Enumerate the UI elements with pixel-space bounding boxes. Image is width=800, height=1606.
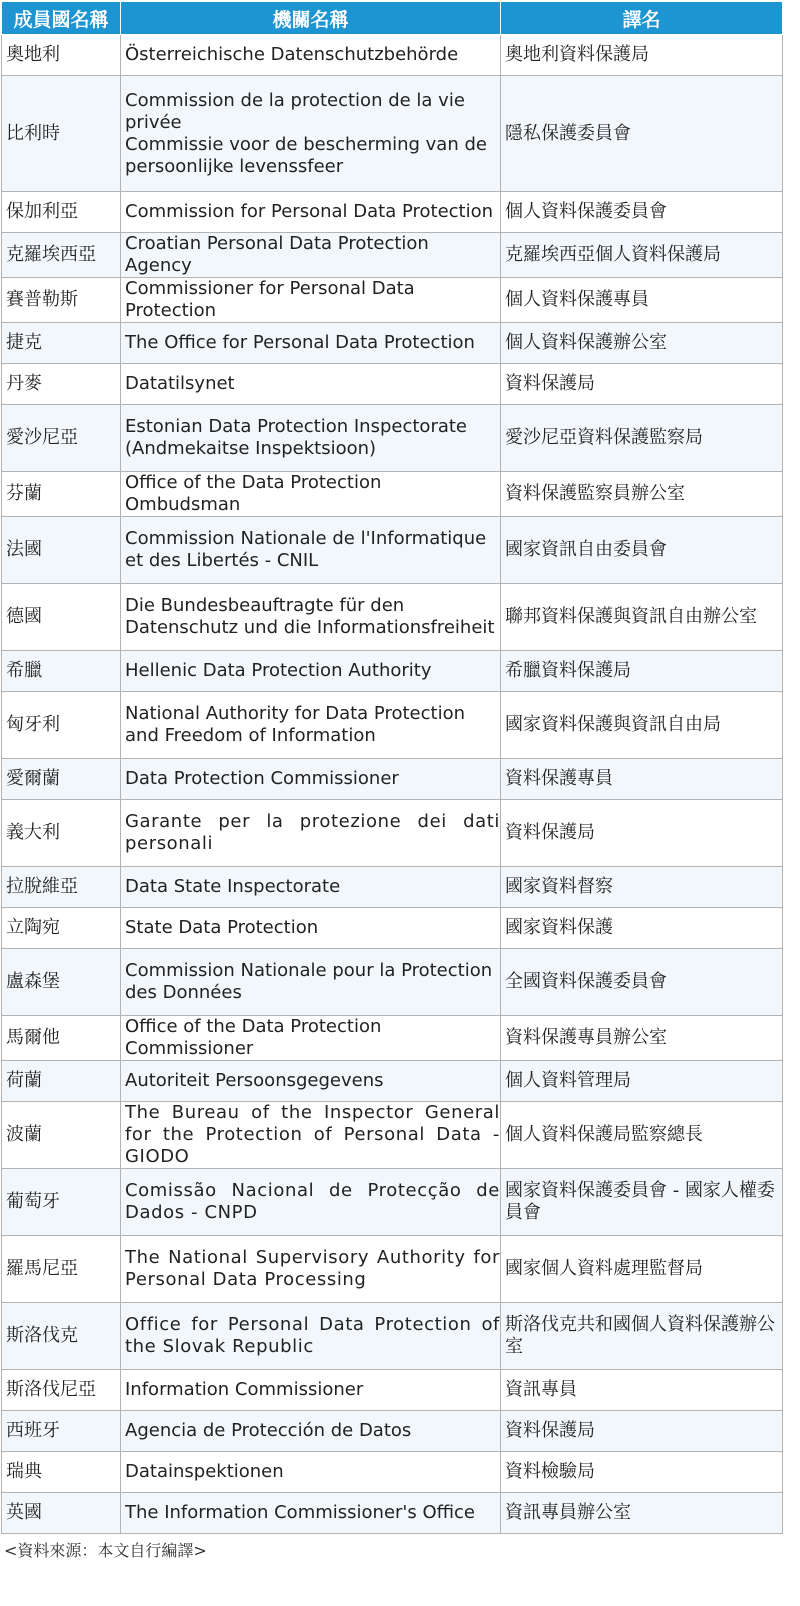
table-header bbox=[2, 2, 783, 35]
table-row bbox=[2, 759, 783, 800]
table-row bbox=[2, 1493, 783, 1534]
translation-cell: 國家資料保護 bbox=[501, 908, 783, 949]
country-cell: 馬爾他 bbox=[2, 1016, 121, 1061]
country-cell: 德國 bbox=[2, 584, 121, 651]
agency-cell: Datatilsynet bbox=[121, 364, 501, 405]
agency-cell: Die Bundesbeauftragte für den Datenschutz und die Informationsfreiheit bbox=[121, 584, 501, 651]
translation-cell: 國家資料保護與資訊自由局 bbox=[501, 692, 783, 759]
country-cell: 克羅埃西亞 bbox=[2, 233, 121, 278]
translation-cell: 資料保護監察員辦公室 bbox=[501, 472, 783, 517]
translation-cell: 資料保護局 bbox=[501, 800, 783, 867]
agency-cell: Data Protection Commissioner bbox=[121, 759, 501, 800]
table-row bbox=[2, 1236, 783, 1303]
agency-cell: Commissioner for Personal Data Protection bbox=[121, 278, 501, 323]
table-row bbox=[2, 76, 783, 192]
agency-cell: Hellenic Data Protection Authority bbox=[121, 651, 501, 692]
table-row bbox=[2, 323, 783, 364]
table-row bbox=[2, 584, 783, 651]
country-cell: 愛爾蘭 bbox=[2, 759, 121, 800]
translation-cell: 資料保護局 bbox=[501, 1411, 783, 1452]
country-cell: 比利時 bbox=[2, 76, 121, 192]
country-cell: 英國 bbox=[2, 1493, 121, 1534]
country-cell: 瑞典 bbox=[2, 1452, 121, 1493]
translation-cell: 國家個人資料處理監督局 bbox=[501, 1236, 783, 1303]
translation-cell: 個人資料保護局監察總長 bbox=[501, 1102, 783, 1169]
table-row bbox=[2, 800, 783, 867]
country-cell: 波蘭 bbox=[2, 1102, 121, 1169]
country-cell: 立陶宛 bbox=[2, 908, 121, 949]
table-row bbox=[2, 35, 783, 76]
agency-cell: The Information Commissioner's Office bbox=[121, 1493, 501, 1534]
agency-cell: Office of the Data Protection Commissioner bbox=[121, 1016, 501, 1061]
header-country: 成員國名稱 bbox=[2, 2, 121, 35]
translation-cell: 國家資料保護委員會 - 國家人權委員會 bbox=[501, 1169, 783, 1236]
table-row bbox=[2, 405, 783, 472]
country-cell: 捷克 bbox=[2, 323, 121, 364]
agency-cell: National Authority for Data Protection and Freedom of Information bbox=[121, 692, 501, 759]
table-row bbox=[2, 472, 783, 517]
country-cell: 羅馬尼亞 bbox=[2, 1236, 121, 1303]
table-row bbox=[2, 1303, 783, 1370]
translation-cell: 斯洛伐克共和國個人資料保護辦公室 bbox=[501, 1303, 783, 1370]
table-row bbox=[2, 278, 783, 323]
header-row bbox=[2, 2, 783, 35]
translation-cell: 資料檢驗局 bbox=[501, 1452, 783, 1493]
data-protection-authorities-table bbox=[1, 1, 783, 1534]
country-cell: 斯洛伐克 bbox=[2, 1303, 121, 1370]
table-row bbox=[2, 192, 783, 233]
country-cell: 保加利亞 bbox=[2, 192, 121, 233]
translation-cell: 克羅埃西亞個人資料保護局 bbox=[501, 233, 783, 278]
country-cell: 葡萄牙 bbox=[2, 1169, 121, 1236]
country-cell: 芬蘭 bbox=[2, 472, 121, 517]
agency-cell: Datainspektionen bbox=[121, 1452, 501, 1493]
agency-cell: Commission de la protection de la vie privée Commissie voor de bescherming van de persoonlijke levenssfeer bbox=[121, 76, 501, 192]
agency-cell: The National Supervisory Authority for Personal Data Processing bbox=[121, 1236, 501, 1303]
table-row bbox=[2, 517, 783, 584]
table-row bbox=[2, 867, 783, 908]
agency-cell: Autoriteit Persoonsgegevens bbox=[121, 1061, 501, 1102]
agency-cell: Österreichische Datenschutzbehörde bbox=[121, 35, 501, 76]
translation-cell: 個人資料保護委員會 bbox=[501, 192, 783, 233]
translation-cell: 隱私保護委員會 bbox=[501, 76, 783, 192]
translation-cell: 個人資料保護辦公室 bbox=[501, 323, 783, 364]
country-cell: 賽普勒斯 bbox=[2, 278, 121, 323]
table-row bbox=[2, 651, 783, 692]
translation-cell: 資料保護專員辦公室 bbox=[501, 1016, 783, 1061]
country-cell: 斯洛伐尼亞 bbox=[2, 1370, 121, 1411]
agency-cell: Commission Nationale de l'Informatique et des Libertés - CNIL bbox=[121, 517, 501, 584]
country-cell: 匈牙利 bbox=[2, 692, 121, 759]
source-note: <資料來源：本文自行編譯> bbox=[4, 1541, 207, 1560]
country-cell: 拉脫維亞 bbox=[2, 867, 121, 908]
country-cell: 法國 bbox=[2, 517, 121, 584]
agency-cell: Croatian Personal Data Protection Agency bbox=[121, 233, 501, 278]
translation-cell: 資訊專員 bbox=[501, 1370, 783, 1411]
translation-cell: 全國資料保護委員會 bbox=[501, 949, 783, 1016]
translation-cell: 個人資料保護專員 bbox=[501, 278, 783, 323]
translation-cell: 個人資料管理局 bbox=[501, 1061, 783, 1102]
translation-cell: 希臘資料保護局 bbox=[501, 651, 783, 692]
table-row bbox=[2, 1169, 783, 1236]
agency-cell: Office for Personal Data Protection of the Slovak Republic bbox=[121, 1303, 501, 1370]
table-row bbox=[2, 1102, 783, 1169]
agency-cell: Commission for Personal Data Protection bbox=[121, 192, 501, 233]
country-cell: 荷蘭 bbox=[2, 1061, 121, 1102]
translation-cell: 聯邦資料保護與資訊自由辦公室 bbox=[501, 584, 783, 651]
table-row bbox=[2, 949, 783, 1016]
header-translation: 譯名 bbox=[501, 2, 783, 35]
table-row bbox=[2, 1370, 783, 1411]
agency-cell: Information Commissioner bbox=[121, 1370, 501, 1411]
table-row bbox=[2, 364, 783, 405]
translation-cell: 國家資料督察 bbox=[501, 867, 783, 908]
country-cell: 西班牙 bbox=[2, 1411, 121, 1452]
agency-cell: State Data Protection bbox=[121, 908, 501, 949]
translation-cell: 奧地利資料保護局 bbox=[501, 35, 783, 76]
table-row bbox=[2, 1411, 783, 1452]
country-cell: 愛沙尼亞 bbox=[2, 405, 121, 472]
country-cell: 希臘 bbox=[2, 651, 121, 692]
agency-cell: Data State Inspectorate bbox=[121, 867, 501, 908]
table-row bbox=[2, 1452, 783, 1493]
country-cell: 盧森堡 bbox=[2, 949, 121, 1016]
page bbox=[0, 1, 800, 1561]
translation-cell: 愛沙尼亞資料保護監察局 bbox=[501, 405, 783, 472]
country-cell: 奧地利 bbox=[2, 35, 121, 76]
header-agency: 機關名稱 bbox=[121, 2, 501, 35]
agency-cell: Office of the Data Protection Ombudsman bbox=[121, 472, 501, 517]
agency-cell: Comissão Nacional de Protecção de Dados - CNPD bbox=[121, 1169, 501, 1236]
agency-cell: The Office for Personal Data Protection bbox=[121, 323, 501, 364]
table-row bbox=[2, 1061, 783, 1102]
country-cell: 丹麥 bbox=[2, 364, 121, 405]
agency-cell: The Bureau of the Inspector General for the Protection of Personal Data - GIODO bbox=[121, 1102, 501, 1169]
country-cell: 義大利 bbox=[2, 800, 121, 867]
agency-cell: Agencia de Protección de Datos bbox=[121, 1411, 501, 1452]
table-body bbox=[2, 35, 783, 1534]
translation-cell: 資料保護局 bbox=[501, 364, 783, 405]
table-row bbox=[2, 692, 783, 759]
translation-cell: 資訊專員辦公室 bbox=[501, 1493, 783, 1534]
agency-cell: Commission Nationale pour la Protection des Données bbox=[121, 949, 501, 1016]
agency-cell: Estonian Data Protection Inspectorate (Andmekaitse Inspektsioon) bbox=[121, 405, 501, 472]
table-row bbox=[2, 233, 783, 278]
translation-cell: 資料保護專員 bbox=[501, 759, 783, 800]
translation-cell: 國家資訊自由委員會 bbox=[501, 517, 783, 584]
table-row bbox=[2, 1016, 783, 1061]
agency-cell: Garante per la protezione dei dati personali bbox=[121, 800, 501, 867]
table-row bbox=[2, 908, 783, 949]
